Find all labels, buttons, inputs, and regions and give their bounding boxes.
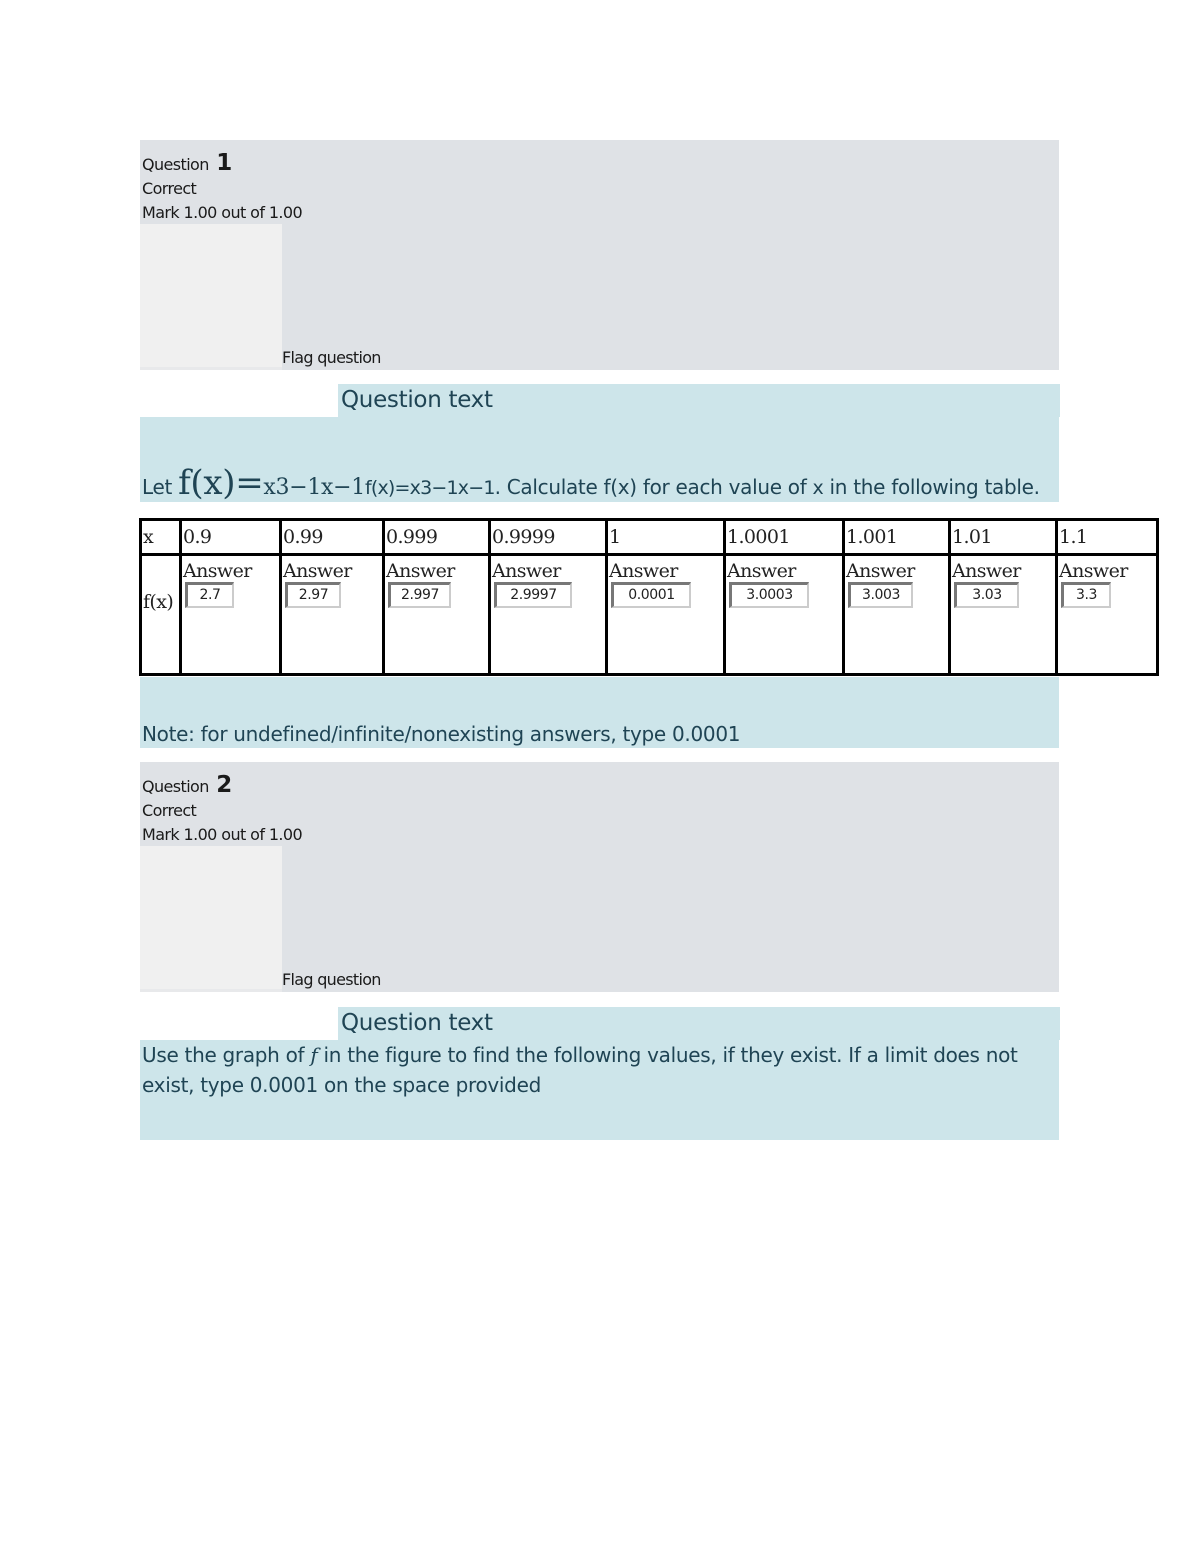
answer-input[interactable]: 2.9997	[494, 582, 572, 608]
flag-divider	[140, 989, 282, 992]
answer-cell	[607, 555, 725, 675]
x-value: 1.0001	[725, 520, 844, 555]
x-header: x	[141, 520, 181, 555]
answer-input[interactable]: 3.003	[848, 582, 913, 608]
question-1-grade: Mark 1.00 out of 1.00	[142, 203, 303, 222]
answer-cell	[281, 555, 384, 675]
question-2-text-heading: Question text	[338, 1007, 1060, 1040]
answer-label: Answer	[183, 560, 252, 582]
flag-icon[interactable]	[140, 846, 282, 989]
answer-label: Answer	[727, 560, 796, 582]
x-value: 0.9	[181, 520, 281, 555]
answer-input[interactable]: 3.0003	[729, 582, 809, 608]
question-1-prompt-box	[140, 417, 1059, 502]
fx-header: f(x)	[141, 555, 181, 675]
fx-row	[141, 555, 1158, 675]
question-1-text-heading: Question text	[338, 384, 1060, 417]
answer-cell	[490, 555, 607, 675]
answer-cell	[950, 555, 1057, 675]
answer-cell	[384, 555, 490, 675]
answer-input[interactable]: 2.97	[285, 582, 341, 608]
x-row	[141, 520, 1158, 555]
question-1-state: Correct	[142, 179, 197, 198]
x-value: 1	[607, 520, 725, 555]
x-value: 0.99	[281, 520, 384, 555]
answer-label: Answer	[1059, 560, 1128, 582]
question-1-note: Note: for undefined/infinite/nonexisting answers, type 0.0001	[142, 722, 741, 746]
answer-cell	[725, 555, 844, 675]
flag-divider	[140, 367, 282, 370]
answer-label: Answer	[609, 560, 678, 582]
answer-label: Answer	[846, 560, 915, 582]
answer-label: Answer	[283, 560, 352, 582]
question-1-note-box	[140, 677, 1059, 748]
question-2-grade: Mark 1.00 out of 1.00	[142, 825, 303, 844]
question-2-prompt-box	[140, 1040, 1059, 1140]
question-2-prompt-line-2: exist, type 0.0001 on the space provided	[142, 1073, 541, 1097]
answer-cell	[844, 555, 950, 675]
answer-input[interactable]: 0.0001	[611, 582, 691, 608]
fx-small: f(x)=x3−1x−1	[364, 477, 495, 499]
answer-table	[139, 518, 1159, 676]
answer-cell	[181, 555, 281, 675]
question-1-info	[140, 140, 1059, 370]
fx-mid: x3−1x−1	[263, 475, 365, 500]
flag-icon[interactable]	[140, 224, 282, 367]
answer-cell	[1057, 555, 1158, 675]
answer-label: Answer	[492, 560, 561, 582]
flag-question-link[interactable]: Flag question	[282, 348, 381, 367]
x-value: 1.001	[844, 520, 950, 555]
question-2-prompt-line-1: Use the graph of f in the figure to find the following values, if they exist. If a limit does not	[142, 1043, 1018, 1067]
question-1-number: Question 1	[142, 150, 232, 176]
question-1-prompt: Let f(x)=x3−1x−1f(x)=x3−1x−1. Calculate f(x) for each value of x in the following table.	[142, 463, 1040, 503]
answer-input[interactable]: 3.03	[954, 582, 1019, 608]
answer-input[interactable]: 2.7	[185, 582, 234, 608]
answer-label: Answer	[952, 560, 1021, 582]
question-2-info	[140, 762, 1059, 992]
fx-large: f(x)=	[178, 463, 264, 503]
x-value: 0.9999	[490, 520, 607, 555]
answer-input[interactable]: 3.3	[1061, 582, 1111, 608]
x-value: 0.999	[384, 520, 490, 555]
x-value: 1.01	[950, 520, 1057, 555]
question-2-state: Correct	[142, 801, 197, 820]
question-2-number: Question 2	[142, 772, 232, 798]
x-value: 1.1	[1057, 520, 1158, 555]
flag-question-link[interactable]: Flag question	[282, 970, 381, 989]
answer-label: Answer	[386, 560, 455, 582]
answer-input[interactable]: 2.997	[388, 582, 451, 608]
